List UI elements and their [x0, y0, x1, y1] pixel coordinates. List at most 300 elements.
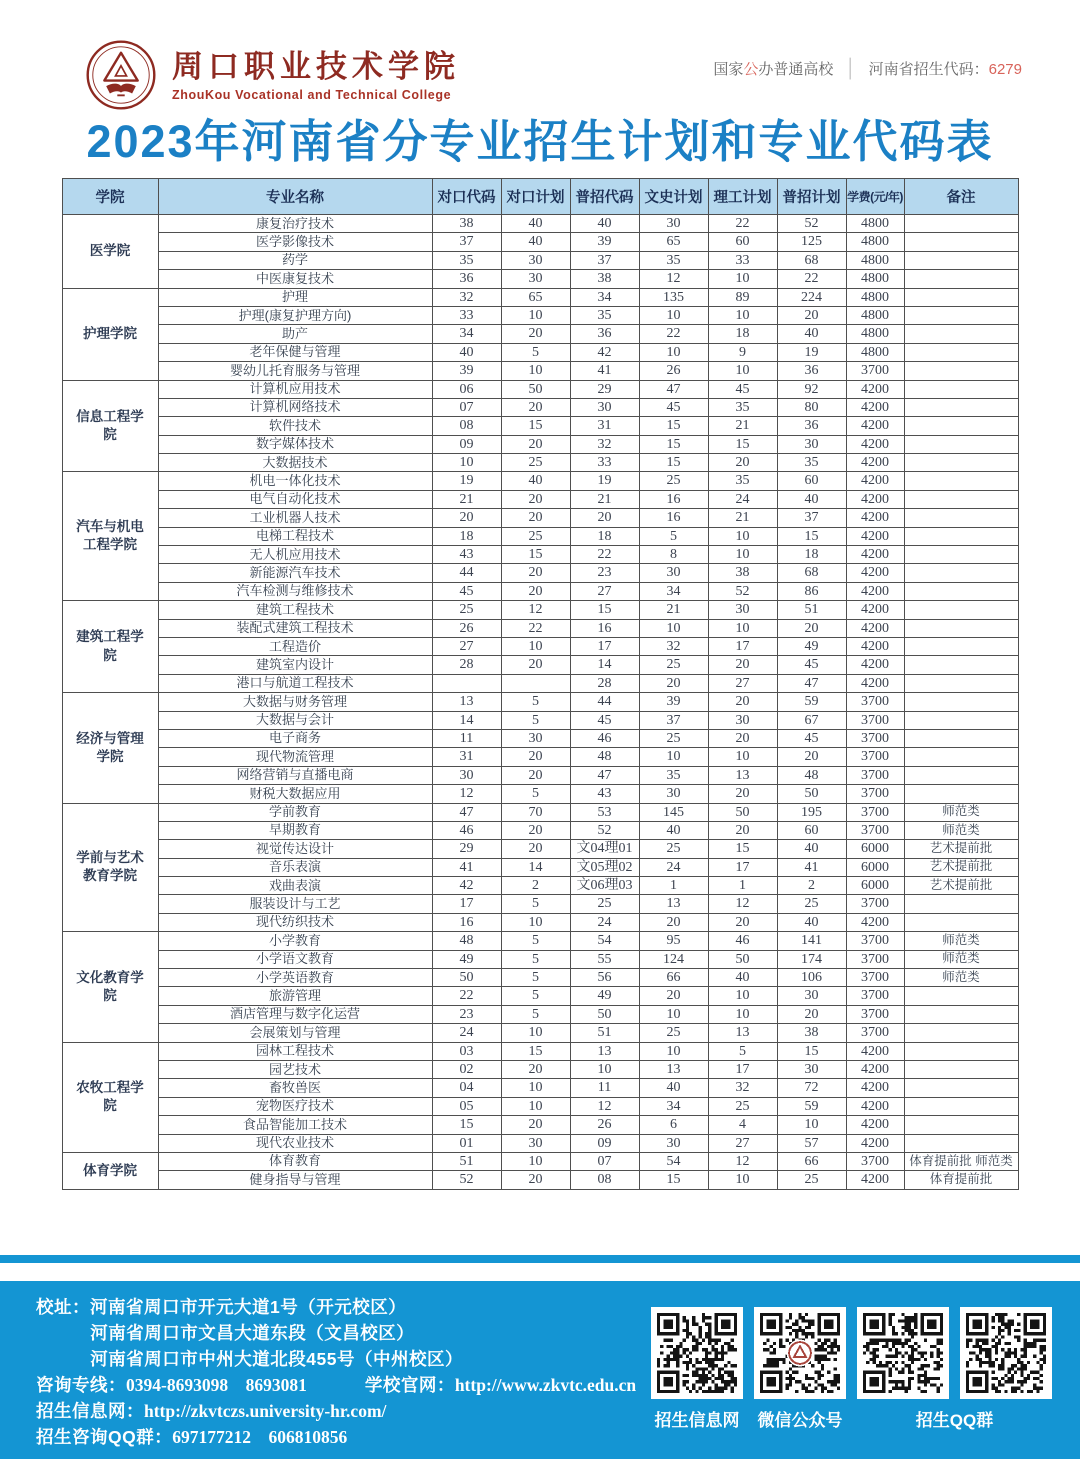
remark: 师范类	[904, 950, 1018, 968]
major-name: 港口与航道工程技术	[158, 674, 432, 692]
duikou-code: 47	[432, 803, 501, 821]
badge-admission-code: 河南省招生代码：6279	[868, 60, 1022, 78]
major-name: 软件技术	[158, 417, 432, 435]
puzhao-plan: 86	[777, 582, 846, 600]
puzhao-code: 21	[570, 490, 639, 508]
major-name: 电梯工程技术	[158, 527, 432, 545]
wenshi-plan: 10	[639, 619, 708, 637]
tuition: 4200	[846, 601, 904, 619]
column-header: 学费(元/年)	[846, 179, 904, 215]
table-row	[62, 454, 1018, 472]
ligong-plan: 21	[708, 509, 777, 527]
duikou-plan: 20	[501, 564, 570, 582]
major-name: 健身指导与管理	[158, 1171, 432, 1189]
puzhao-code: 20	[570, 509, 639, 527]
tuition: 3700	[846, 803, 904, 821]
ligong-plan: 46	[708, 932, 777, 950]
admission-plan-table	[62, 178, 1019, 1190]
tuition: 4200	[846, 1042, 904, 1060]
ligong-plan: 20	[708, 693, 777, 711]
wenshi-plan: 6	[639, 1116, 708, 1134]
puzhao-plan: 30	[777, 1060, 846, 1078]
remark: 艺术提前批	[904, 877, 1018, 895]
puzhao-plan: 224	[777, 288, 846, 306]
tuition: 3700	[846, 785, 904, 803]
column-header: 普招代码	[570, 179, 639, 215]
major-name: 大数据技术	[158, 454, 432, 472]
remark	[904, 693, 1018, 711]
remark: 师范类	[904, 932, 1018, 950]
tuition: 4200	[846, 1079, 904, 1097]
wenshi-plan: 12	[639, 270, 708, 288]
duikou-code: 50	[432, 969, 501, 987]
wenshi-plan: 47	[639, 380, 708, 398]
ligong-plan: 15	[708, 435, 777, 453]
duikou-code: 49	[432, 950, 501, 968]
duikou-plan: 30	[501, 729, 570, 747]
duikou-code: 42	[432, 877, 501, 895]
qq-group-line: 招生咨询QQ群：697177212 606810856	[36, 1427, 348, 1447]
college-cell: 护理学院	[62, 288, 158, 380]
table-row	[62, 729, 1018, 747]
college-cell: 汽车与机电工程学院	[62, 472, 158, 601]
ligong-plan: 13	[708, 1024, 777, 1042]
tuition: 4800	[846, 288, 904, 306]
table-row	[62, 1079, 1018, 1097]
ligong-plan: 20	[708, 913, 777, 931]
puzhao-code: 41	[570, 362, 639, 380]
duikou-plan: 30	[501, 1134, 570, 1152]
remark	[904, 1005, 1018, 1023]
column-header: 学院	[62, 179, 158, 215]
duikou-plan: 50	[501, 380, 570, 398]
duikou-plan: 10	[501, 1024, 570, 1042]
puzhao-plan: 141	[777, 932, 846, 950]
table-row	[62, 895, 1018, 913]
wenshi-plan: 30	[639, 215, 708, 233]
remark: 艺术提前批	[904, 858, 1018, 876]
column-header: 理工计划	[708, 179, 777, 215]
tuition: 3700	[846, 1152, 904, 1170]
puzhao-code: 45	[570, 711, 639, 729]
remark	[904, 748, 1018, 766]
remark	[904, 582, 1018, 600]
wenshi-plan: 20	[639, 987, 708, 1005]
remark	[904, 417, 1018, 435]
remark	[904, 454, 1018, 472]
puzhao-plan: 20	[777, 619, 846, 637]
puzhao-code: 文05理02	[570, 858, 639, 876]
tuition: 4200	[846, 490, 904, 508]
duikou-code: 39	[432, 362, 501, 380]
blue-divider-bar	[0, 1255, 1080, 1263]
table-row	[62, 472, 1018, 490]
wenshi-plan: 45	[639, 398, 708, 416]
tuition: 4200	[846, 380, 904, 398]
wenshi-plan: 30	[639, 1134, 708, 1152]
puzhao-code: 34	[570, 288, 639, 306]
duikou-code: 08	[432, 417, 501, 435]
duikou-code: 04	[432, 1079, 501, 1097]
table-row	[62, 711, 1018, 729]
duikou-plan	[501, 674, 570, 692]
tuition: 3700	[846, 1005, 904, 1023]
remark	[904, 637, 1018, 655]
ligong-plan: 10	[708, 1171, 777, 1189]
wenshi-plan: 22	[639, 325, 708, 343]
duikou-plan: 5	[501, 932, 570, 950]
remark	[904, 251, 1018, 269]
remark	[904, 656, 1018, 674]
puzhao-code: 49	[570, 987, 639, 1005]
tuition: 3700	[846, 362, 904, 380]
puzhao-code: 32	[570, 435, 639, 453]
column-header: 备注	[904, 179, 1018, 215]
puzhao-code: 35	[570, 306, 639, 324]
tuition: 4800	[846, 233, 904, 251]
wenshi-plan: 124	[639, 950, 708, 968]
major-name: 老年保健与管理	[158, 343, 432, 361]
duikou-plan: 10	[501, 306, 570, 324]
duikou-code: 48	[432, 932, 501, 950]
tuition: 6000	[846, 840, 904, 858]
remark	[904, 1042, 1018, 1060]
ligong-plan: 10	[708, 306, 777, 324]
puzhao-code: 08	[570, 1171, 639, 1189]
ligong-plan: 5	[708, 1042, 777, 1060]
ligong-plan: 50	[708, 950, 777, 968]
table-row	[62, 306, 1018, 324]
wenshi-plan: 25	[639, 472, 708, 490]
table-row	[62, 1024, 1018, 1042]
college-cell: 体育学院	[62, 1152, 158, 1189]
major-name: 酒店管理与数字化运营	[158, 1005, 432, 1023]
ligong-plan: 20	[708, 821, 777, 839]
table-row	[62, 546, 1018, 564]
remark	[904, 398, 1018, 416]
remark	[904, 729, 1018, 747]
duikou-code: 44	[432, 564, 501, 582]
duikou-plan: 20	[501, 1060, 570, 1078]
wenshi-plan: 32	[639, 637, 708, 655]
duikou-plan: 15	[501, 546, 570, 564]
major-name: 网络营销与直播电商	[158, 766, 432, 784]
duikou-plan: 22	[501, 619, 570, 637]
table-row	[62, 987, 1018, 1005]
tuition: 3700	[846, 821, 904, 839]
address-line-2: 河南省周口市文昌大道东段（文昌校区）	[90, 1323, 415, 1343]
puzhao-plan: 92	[777, 380, 846, 398]
wenshi-plan: 40	[639, 821, 708, 839]
remark	[904, 343, 1018, 361]
page-header	[0, 0, 1080, 112]
admission-site-url: http://zkvtczs.university-hr.com/	[144, 1401, 387, 1421]
table-row	[62, 288, 1018, 306]
duikou-code: 36	[432, 270, 501, 288]
remark	[904, 1116, 1018, 1134]
duikou-plan: 5	[501, 987, 570, 1005]
major-name: 计算机应用技术	[158, 380, 432, 398]
tuition: 4800	[846, 270, 904, 288]
table-row	[62, 582, 1018, 600]
table-row	[62, 417, 1018, 435]
tuition: 4200	[846, 637, 904, 655]
puzhao-plan: 38	[777, 1024, 846, 1042]
puzhao-code: 26	[570, 1116, 639, 1134]
puzhao-code: 25	[570, 895, 639, 913]
ligong-plan: 52	[708, 582, 777, 600]
tuition: 4200	[846, 527, 904, 545]
remark	[904, 1024, 1018, 1042]
major-name: 小学教育	[158, 932, 432, 950]
college-cell: 经济与管理学院	[62, 693, 158, 803]
column-header: 文史计划	[639, 179, 708, 215]
ligong-plan: 20	[708, 454, 777, 472]
puzhao-plan: 18	[777, 546, 846, 564]
tuition: 4200	[846, 564, 904, 582]
remark	[904, 785, 1018, 803]
table-row	[62, 1060, 1018, 1078]
puzhao-code: 54	[570, 932, 639, 950]
ligong-plan: 45	[708, 380, 777, 398]
duikou-code	[432, 674, 501, 692]
ligong-plan: 10	[708, 527, 777, 545]
table-row	[62, 950, 1018, 968]
puzhao-plan: 41	[777, 858, 846, 876]
tuition: 3700	[846, 987, 904, 1005]
major-name: 护理	[158, 288, 432, 306]
puzhao-plan: 57	[777, 1134, 846, 1152]
remark	[904, 215, 1018, 233]
duikou-plan: 20	[501, 435, 570, 453]
college-name-block	[172, 49, 460, 102]
wenshi-plan: 5	[639, 527, 708, 545]
puzhao-code: 51	[570, 1024, 639, 1042]
qr-admission-site-icon	[651, 1307, 743, 1399]
duikou-code: 07	[432, 398, 501, 416]
duikou-code: 32	[432, 288, 501, 306]
wenshi-plan: 30	[639, 564, 708, 582]
duikou-code: 24	[432, 1024, 501, 1042]
duikou-code: 40	[432, 343, 501, 361]
tuition: 3700	[846, 1024, 904, 1042]
tuition: 4200	[846, 582, 904, 600]
puzhao-plan: 36	[777, 362, 846, 380]
duikou-plan: 30	[501, 251, 570, 269]
major-name: 财税大数据应用	[158, 785, 432, 803]
tuition: 3700	[846, 969, 904, 987]
tuition: 6000	[846, 877, 904, 895]
table-row	[62, 343, 1018, 361]
ligong-plan: 1	[708, 877, 777, 895]
ligong-plan: 4	[708, 1116, 777, 1134]
ligong-plan: 24	[708, 490, 777, 508]
table-row	[62, 1134, 1018, 1152]
qr-wechat-official-icon	[754, 1307, 846, 1399]
duikou-plan: 5	[501, 950, 570, 968]
puzhao-code: 13	[570, 1042, 639, 1060]
duikou-code: 16	[432, 913, 501, 931]
major-name: 畜牧兽医	[158, 1079, 432, 1097]
qr-label-admission-site: 招生信息网	[654, 1411, 740, 1430]
duikou-plan: 5	[501, 785, 570, 803]
duikou-code: 33	[432, 306, 501, 324]
tuition: 4200	[846, 398, 904, 416]
major-name: 计算机网络技术	[158, 398, 432, 416]
puzhao-code: 36	[570, 325, 639, 343]
puzhao-code: 46	[570, 729, 639, 747]
table-row	[62, 969, 1018, 987]
address-line-1: 校址：河南省周口市开元大道1号（开元校区）	[36, 1297, 407, 1317]
major-name: 小学英语教育	[158, 969, 432, 987]
puzhao-code: 39	[570, 233, 639, 251]
tuition: 4200	[846, 656, 904, 674]
puzhao-code: 33	[570, 454, 639, 472]
puzhao-code: 16	[570, 619, 639, 637]
table-row	[62, 821, 1018, 839]
puzhao-plan: 36	[777, 417, 846, 435]
remark	[904, 546, 1018, 564]
college-logo-icon	[84, 38, 158, 112]
duikou-plan: 20	[501, 398, 570, 416]
wenshi-plan: 13	[639, 1060, 708, 1078]
puzhao-plan: 40	[777, 913, 846, 931]
puzhao-plan: 59	[777, 1097, 846, 1115]
major-name: 大数据与会计	[158, 711, 432, 729]
remark	[904, 270, 1018, 288]
plan-table-body	[62, 215, 1018, 1190]
puzhao-plan: 68	[777, 564, 846, 582]
ligong-plan: 9	[708, 343, 777, 361]
duikou-plan: 20	[501, 325, 570, 343]
duikou-plan: 20	[501, 1116, 570, 1134]
duikou-code: 06	[432, 380, 501, 398]
wenshi-plan: 13	[639, 895, 708, 913]
remark: 师范类	[904, 969, 1018, 987]
wenshi-plan: 34	[639, 582, 708, 600]
major-name: 机电一体化技术	[158, 472, 432, 490]
wenshi-plan: 25	[639, 656, 708, 674]
tuition: 3700	[846, 748, 904, 766]
puzhao-code: 56	[570, 969, 639, 987]
duikou-plan: 20	[501, 656, 570, 674]
table-row	[62, 215, 1018, 233]
tuition: 3700	[846, 729, 904, 747]
duikou-code: 35	[432, 251, 501, 269]
duikou-plan: 14	[501, 858, 570, 876]
puzhao-plan: 60	[777, 821, 846, 839]
puzhao-plan: 195	[777, 803, 846, 821]
ligong-plan: 20	[708, 656, 777, 674]
ligong-plan: 15	[708, 840, 777, 858]
major-name: 体育教育	[158, 1152, 432, 1170]
duikou-code: 28	[432, 656, 501, 674]
puzhao-plan: 68	[777, 251, 846, 269]
major-name: 视觉传达设计	[158, 840, 432, 858]
major-name: 戏曲表演	[158, 877, 432, 895]
wenshi-plan: 16	[639, 509, 708, 527]
puzhao-plan: 40	[777, 840, 846, 858]
major-name: 中医康复技术	[158, 270, 432, 288]
puzhao-code: 50	[570, 1005, 639, 1023]
puzhao-plan: 52	[777, 215, 846, 233]
major-name: 康复治疗技术	[158, 215, 432, 233]
wenshi-plan: 26	[639, 362, 708, 380]
column-header: 对口计划	[501, 179, 570, 215]
major-name: 建筑工程技术	[158, 601, 432, 619]
duikou-code: 21	[432, 490, 501, 508]
ligong-plan: 12	[708, 895, 777, 913]
tuition: 4200	[846, 435, 904, 453]
table-row	[62, 490, 1018, 508]
college-cell: 医学院	[62, 215, 158, 289]
ligong-plan: 18	[708, 325, 777, 343]
puzhao-plan: 30	[777, 987, 846, 1005]
major-name: 药学	[158, 251, 432, 269]
logo-block	[84, 38, 460, 112]
tuition: 3700	[846, 711, 904, 729]
wenshi-plan: 20	[639, 674, 708, 692]
badge-separator: │	[845, 57, 857, 78]
puzhao-plan: 60	[777, 472, 846, 490]
table-row	[62, 619, 1018, 637]
wenshi-plan: 10	[639, 306, 708, 324]
major-name: 学前教育	[158, 803, 432, 821]
puzhao-code: 10	[570, 1060, 639, 1078]
duikou-code: 51	[432, 1152, 501, 1170]
major-name: 工程造价	[158, 637, 432, 655]
duikou-code: 18	[432, 527, 501, 545]
wenshi-plan: 21	[639, 601, 708, 619]
puzhao-code: 47	[570, 766, 639, 784]
remark	[904, 674, 1018, 692]
major-name: 电气自动化技术	[158, 490, 432, 508]
duikou-code: 46	[432, 821, 501, 839]
college-name-en: ZhouKou Vocational and Technical College	[172, 87, 452, 102]
page-footer	[0, 1281, 1080, 1459]
college-name-cn: 周口职业技术学院	[172, 48, 460, 84]
major-name: 园林工程技术	[158, 1042, 432, 1060]
duikou-code: 31	[432, 748, 501, 766]
duikou-code: 27	[432, 637, 501, 655]
duikou-plan: 65	[501, 288, 570, 306]
puzhao-plan: 45	[777, 729, 846, 747]
ligong-plan: 60	[708, 233, 777, 251]
remark	[904, 288, 1018, 306]
tuition: 4200	[846, 1134, 904, 1152]
table-row	[62, 693, 1018, 711]
duikou-code: 25	[432, 601, 501, 619]
remark	[904, 490, 1018, 508]
duikou-code: 09	[432, 435, 501, 453]
remark	[904, 619, 1018, 637]
wenshi-plan: 15	[639, 454, 708, 472]
major-name: 食品智能加工技术	[158, 1116, 432, 1134]
puzhao-code: 17	[570, 637, 639, 655]
puzhao-code: 09	[570, 1134, 639, 1152]
duikou-plan: 70	[501, 803, 570, 821]
duikou-code: 10	[432, 454, 501, 472]
major-name: 建筑室内设计	[158, 656, 432, 674]
puzhao-code: 37	[570, 251, 639, 269]
puzhao-plan: 66	[777, 1152, 846, 1170]
tuition: 6000	[846, 858, 904, 876]
duikou-plan: 10	[501, 1097, 570, 1115]
major-name: 音乐表演	[158, 858, 432, 876]
qr-qq-group-2-icon	[960, 1307, 1052, 1399]
table-row	[62, 509, 1018, 527]
duikou-plan: 40	[501, 233, 570, 251]
